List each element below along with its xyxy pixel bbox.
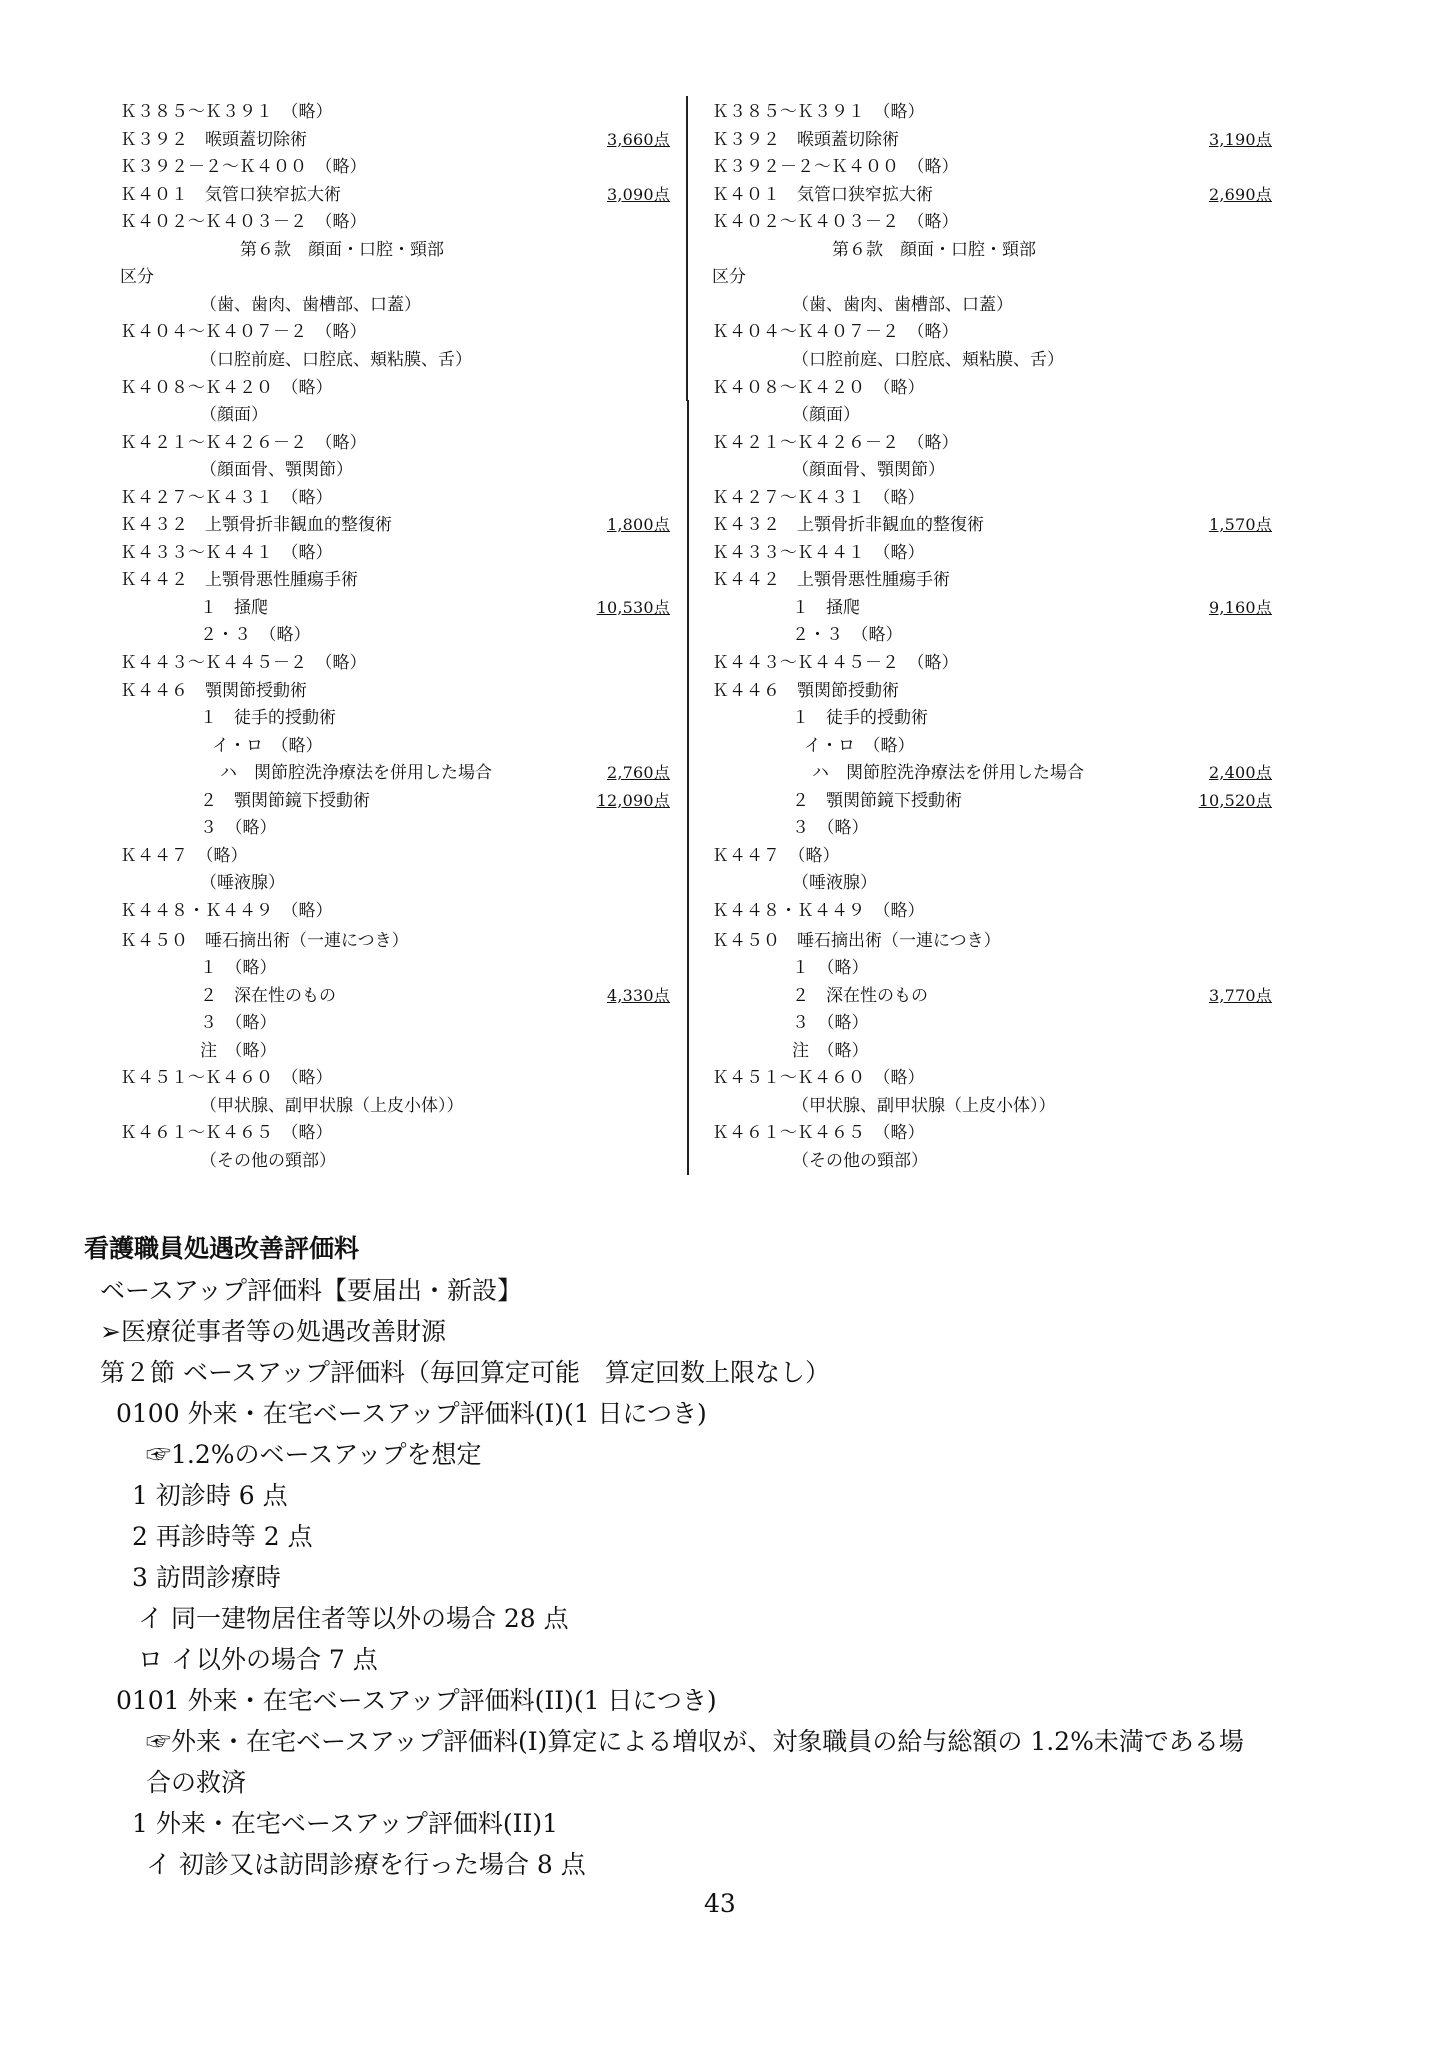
- table-row: [110, 1147, 670, 1175]
- table-row: [110, 1119, 670, 1147]
- row-label: イ・ロ （略）: [212, 735, 323, 756]
- row-label: １ （略）: [200, 958, 277, 979]
- note-0101-line-1: ☞外来・在宅ベースアップ評価料(I)算定による増収が、対象職員の給与総額の 1.2%未満である場: [146, 1727, 1244, 1756]
- table-row: [110, 927, 670, 955]
- table-row: [110, 484, 670, 512]
- table-row: [110, 236, 670, 264]
- table-row: [702, 982, 1272, 1010]
- table-row: [110, 429, 670, 457]
- table-row: [110, 456, 670, 484]
- list-item: 2 再診時等 2 点: [132, 1522, 313, 1551]
- table-row: [110, 677, 670, 705]
- table-row: [702, 346, 1272, 374]
- table-row: [702, 401, 1272, 429]
- table-row: [702, 1009, 1272, 1037]
- table-row: [110, 511, 670, 539]
- table-row: [702, 98, 1272, 126]
- table-column-current: [110, 0, 710, 1200]
- row-label: （顔面）: [792, 405, 860, 426]
- row-label: Ｋ３８５～Ｋ３９１ （略）: [120, 102, 333, 122]
- table-row: [702, 677, 1272, 705]
- table-row: [110, 208, 670, 236]
- row-label: ３ （略）: [200, 818, 277, 839]
- table-row: [110, 374, 670, 402]
- column-divider-bottom: [687, 400, 689, 1175]
- section-title: 第２節 ベースアップ評価料（毎回算定可能 算定回数上限なし）: [100, 1358, 830, 1387]
- row-label: ３ （略）: [792, 818, 869, 839]
- row-label: Ｋ４２７～Ｋ４３１ （略）: [120, 487, 333, 508]
- table-row: [110, 401, 670, 429]
- table-row: [110, 1009, 670, 1037]
- row-label: （顔面）: [200, 405, 268, 426]
- row-points: 10,520点: [1198, 790, 1272, 810]
- row-label: ハ 関節腔洗浄療法を併用した場合: [220, 763, 492, 784]
- row-label: （甲状腺、副甲状腺（上皮小体））: [792, 1095, 1056, 1116]
- row-label: （顔面骨、顎関節）: [792, 460, 945, 481]
- row-label: 区分: [120, 267, 154, 288]
- table-row: [702, 181, 1272, 209]
- row-label: ２・３ （略）: [200, 625, 311, 646]
- row-label: ３ （略）: [792, 1013, 869, 1034]
- table-row: [702, 1119, 1272, 1147]
- row-label: Ｋ４０１ 気管口狭窄拡大術: [712, 184, 933, 205]
- table-row: [110, 566, 670, 594]
- list-item: 3 訪問診療時: [132, 1563, 281, 1592]
- bullet-line: ➢医療従事者等の処遇改善財源: [100, 1317, 446, 1346]
- row-label: Ｋ４０８～Ｋ４２０ （略）: [712, 377, 925, 398]
- table-row: [110, 1037, 670, 1065]
- row-label: 注 （略）: [200, 1040, 277, 1061]
- row-label: Ｋ４５０ 唾石摘出術（一連につき）: [120, 930, 409, 951]
- table-row: [702, 484, 1272, 512]
- row-label: Ｋ４５０ 唾石摘出術（一連につき）: [712, 930, 1001, 951]
- row-label: Ｋ４４７ （略）: [712, 845, 840, 866]
- page-number: 43: [704, 1889, 736, 1918]
- row-label: 第６款 顔面・口腔・頸部: [240, 239, 444, 260]
- list-item: 1 初診時 6 点: [132, 1481, 288, 1510]
- row-points: 3,770点: [1208, 985, 1272, 1005]
- table-row: [702, 1064, 1272, 1092]
- section-heading: 看護職員処遇改善評価料: [84, 1234, 360, 1263]
- table-row: [702, 814, 1272, 842]
- row-label: （顔面骨、顎関節）: [200, 460, 353, 481]
- table-row: [110, 539, 670, 567]
- row-label: ２ 顎関節鏡下授動術: [200, 790, 370, 811]
- row-label: １ 掻爬: [792, 597, 860, 618]
- table-row: [702, 539, 1272, 567]
- note-0101-line-2: 合の救済: [146, 1768, 247, 1797]
- row-points: 2,400点: [1208, 763, 1272, 783]
- row-label: ３ （略）: [200, 1013, 277, 1034]
- table-row: [110, 842, 670, 870]
- table-row: [702, 1147, 1272, 1175]
- table-row: [110, 153, 670, 181]
- table-row: [702, 649, 1272, 677]
- row-label: Ｋ４０２～Ｋ４０３－２ （略）: [712, 212, 959, 233]
- table-row: [110, 759, 670, 787]
- row-label: １ 徒手的授動術: [792, 708, 928, 729]
- row-label: Ｋ４３２ 上顎骨折非観血的整復術: [712, 515, 984, 536]
- table-row: [110, 621, 670, 649]
- table-row: [110, 1092, 670, 1120]
- row-label: Ｋ４４８・Ｋ４４９ （略）: [120, 900, 333, 921]
- table-row: [702, 566, 1272, 594]
- row-points: 1,570点: [1208, 515, 1272, 535]
- row-points: 2,760点: [606, 763, 670, 783]
- row-label: Ｋ４４７ （略）: [120, 845, 248, 866]
- row-label: Ｋ４６１～Ｋ４６５ （略）: [120, 1123, 333, 1144]
- list-item: イ 初診又は訪問診療を行った場合 8 点: [146, 1850, 586, 1879]
- row-label: Ｋ３９２－２～Ｋ４００ （略）: [120, 157, 367, 178]
- row-label: （唾液腺）: [200, 873, 285, 894]
- table-column-revised: [702, 0, 1302, 1200]
- row-label: 注 （略）: [792, 1040, 869, 1061]
- row-label: Ｋ３９２ 喉頭蓋切除術: [120, 129, 307, 150]
- table-row: [702, 954, 1272, 982]
- row-label: Ｋ３９２ 喉頭蓋切除術: [712, 129, 899, 150]
- row-label: Ｋ４３２ 上顎骨折非観血的整復術: [120, 515, 392, 536]
- table-row: [110, 291, 670, 319]
- row-label: （その他の頸部）: [792, 1150, 928, 1171]
- table-row: [702, 594, 1272, 622]
- row-points: 3,090点: [606, 184, 670, 204]
- row-label: １ 徒手的授動術: [200, 708, 336, 729]
- row-label: １ 掻爬: [200, 597, 268, 618]
- table-row: [702, 153, 1272, 181]
- table-row: [110, 98, 670, 126]
- row-label: Ｋ４０４～Ｋ４０７－２ （略）: [712, 322, 959, 343]
- row-label: Ｋ４４８・Ｋ４４９ （略）: [712, 900, 925, 921]
- table-row: [110, 594, 670, 622]
- row-label: Ｋ４４６ 顎関節授動術: [712, 680, 899, 701]
- table-row: [110, 346, 670, 374]
- row-label: Ｋ４３３～Ｋ４４１ （略）: [120, 542, 333, 563]
- row-label: Ｋ４２１～Ｋ４２６－２ （略）: [712, 432, 959, 453]
- list-item: イ 同一建物居住者等以外の場合 28 点: [138, 1604, 569, 1633]
- table-row: [110, 787, 670, 815]
- table-row: [702, 1037, 1272, 1065]
- item-0101: 0101 外来・在宅ベースアップ評価料(II)(1 日につき): [116, 1686, 717, 1715]
- table-row: [702, 374, 1272, 402]
- row-label: Ｋ４４３～Ｋ４４５－２ （略）: [712, 653, 959, 673]
- row-label: （歯、歯肉、歯槽部、口蓋）: [792, 294, 1013, 315]
- table-row: [110, 954, 670, 982]
- table-row: [702, 456, 1272, 484]
- row-label: Ｋ４２７～Ｋ４３１ （略）: [712, 487, 925, 508]
- table-row: [702, 704, 1272, 732]
- table-row: [702, 842, 1272, 870]
- table-row: [702, 429, 1272, 457]
- row-points: 1,800点: [606, 515, 670, 535]
- row-label: 第６款 顔面・口腔・頸部: [832, 239, 1036, 260]
- row-label: （甲状腺、副甲状腺（上皮小体））: [200, 1095, 464, 1116]
- table-row: [110, 704, 670, 732]
- row-label: （その他の頸部）: [200, 1150, 336, 1171]
- table-row: [702, 621, 1272, 649]
- row-label: Ｋ４２１～Ｋ４２６－２ （略）: [120, 432, 367, 453]
- table-row: [702, 787, 1272, 815]
- row-label: Ｋ４０１ 気管口狭窄拡大術: [120, 184, 341, 205]
- row-points: 12,090点: [596, 790, 670, 810]
- table-row: [110, 649, 670, 677]
- row-label: （唾液腺）: [792, 873, 877, 894]
- table-row: [110, 869, 670, 897]
- table-row: [702, 126, 1272, 154]
- table-row: [110, 814, 670, 842]
- subheading: ベースアップ評価料【要届出・新設】: [100, 1276, 523, 1305]
- table-row: [702, 759, 1272, 787]
- table-row: [702, 208, 1272, 236]
- row-label: Ｋ４５１～Ｋ４６０ （略）: [120, 1068, 333, 1089]
- row-label: （口腔前庭、口腔底、頬粘膜、舌）: [200, 349, 472, 370]
- row-label: Ｋ４４２ 上顎骨悪性腫瘍手術: [712, 570, 950, 591]
- row-label: Ｋ４５１～Ｋ４６０ （略）: [712, 1068, 925, 1089]
- row-label: Ｋ４３３～Ｋ４４１ （略）: [712, 542, 925, 563]
- row-label: ２・３ （略）: [792, 625, 903, 646]
- row-label: ２ 深在性のもの: [200, 985, 336, 1006]
- row-label: イ・ロ （略）: [804, 735, 915, 756]
- row-label: 区分: [712, 267, 746, 288]
- row-points: 3,190点: [1208, 129, 1272, 149]
- row-label: ハ 関節腔洗浄療法を併用した場合: [812, 763, 1084, 784]
- row-label: １ （略）: [792, 958, 869, 979]
- table-row: [702, 1092, 1272, 1120]
- row-label: Ｋ３９２－２～Ｋ４００ （略）: [712, 157, 959, 178]
- row-label: Ｋ４４６ 顎関節授動術: [120, 680, 307, 701]
- row-points: 4,330点: [606, 985, 670, 1005]
- table-row: [110, 897, 670, 925]
- table-row: [110, 982, 670, 1010]
- row-label: Ｋ４６１～Ｋ４６５ （略）: [712, 1123, 925, 1144]
- row-label: （口腔前庭、口腔底、頬粘膜、舌）: [792, 349, 1064, 370]
- table-row: [702, 732, 1272, 760]
- list-item: 1 外来・在宅ベースアップ評価料(II)1: [132, 1809, 559, 1838]
- table-row: [110, 126, 670, 154]
- row-label: Ｋ４０８～Ｋ４２０ （略）: [120, 377, 333, 398]
- table-row: [110, 318, 670, 346]
- table-row: [702, 927, 1272, 955]
- table-row: [110, 263, 670, 291]
- table-row: [110, 181, 670, 209]
- row-label: Ｋ４０４～Ｋ４０７－２ （略）: [120, 322, 367, 343]
- table-row: [702, 291, 1272, 319]
- table-row: [702, 511, 1272, 539]
- row-label: Ｋ４４２ 上顎骨悪性腫瘍手術: [120, 570, 358, 591]
- row-label: （歯、歯肉、歯槽部、口蓋）: [200, 294, 421, 315]
- row-label: ２ 顎関節鏡下授動術: [792, 790, 962, 811]
- item-0100: 0100 外来・在宅ベースアップ評価料(I)(1 日につき): [116, 1399, 707, 1428]
- row-points: 10,530点: [596, 597, 670, 617]
- table-row: [702, 318, 1272, 346]
- table-row: [702, 236, 1272, 264]
- row-label: Ｋ４０２～Ｋ４０３－２ （略）: [120, 212, 367, 233]
- table-row: [702, 263, 1272, 291]
- row-label: Ｋ３８５～Ｋ３９１ （略）: [712, 102, 925, 122]
- row-points: 3,660点: [606, 129, 670, 149]
- table-row: [110, 732, 670, 760]
- column-divider-top: [686, 96, 688, 401]
- table-row: [702, 897, 1272, 925]
- row-points: 9,160点: [1208, 597, 1272, 617]
- table-row: [110, 1064, 670, 1092]
- note-0100: ☞1.2%のベースアップを想定: [146, 1440, 482, 1469]
- row-label: Ｋ４４３～Ｋ４４５－２ （略）: [120, 653, 367, 673]
- row-label: ２ 深在性のもの: [792, 985, 928, 1006]
- row-points: 2,690点: [1208, 184, 1272, 204]
- list-item: ロ イ以外の場合 7 点: [138, 1645, 378, 1674]
- table-row: [702, 869, 1272, 897]
